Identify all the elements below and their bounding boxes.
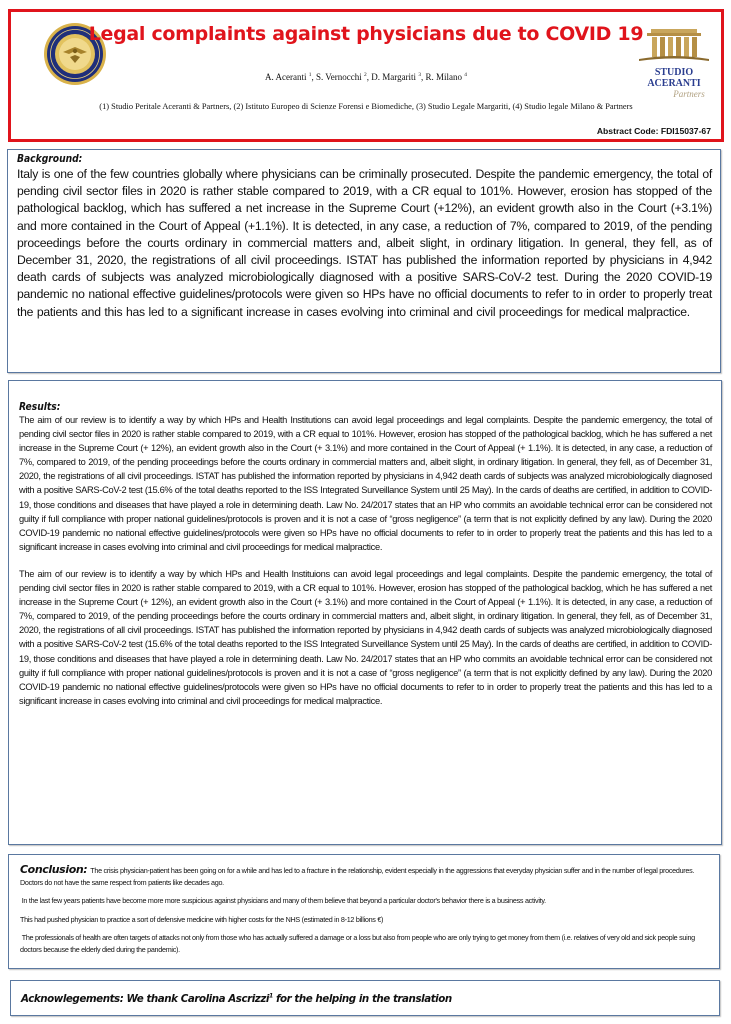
logo-text-partners: Partners — [673, 89, 705, 99]
author-affiliation-number: 3 — [418, 72, 422, 78]
affiliations: (1) Studio Peritale Aceranti & Partners, (2) Istituto Europeo di Scienze Forensi e Biomediche, (3) Studio Legale Margariti, (4) Studio legale Milano & Partners — [99, 102, 633, 111]
background-text: Italy is one of the few countries globally where physicians can be criminally prosecuted. Despite the pandemic emergency, the total of pending civil sector files in 2020 is rather stable compared to 2019, with a CR equal to 101%. However, erosion has stopped of the pathological backlog, which has suffered a net increase in the Supreme Court (+12%), an evident growth also in the Court (+3.1%) and more contained in the Court of Appeal (+1.1%). It is detected, in any case, a reduction of 7%, compared to 2019, of the pending proceedings before the courts ordinary in commercial matters and, albeit slight, in ordinary litigation. In general, they fell, as of December 31, 2020, the registrations of all civil proceedings. ISTAT has published the information reported by physicians in 4,942 death cards of subjects was analyzed microbiologically diagnosed with a positive SARS-CoV-2 test. During the 2020 COVID-19 pandemic no national effective guidelines/protocols were given so HPs have no official documents to refer to in order to properly treat the patients and this has led to a significant increase in cases evolving into criminal and civil proceedings for medical malpractice. — [17, 167, 712, 319]
author-name: D. Margariti — [371, 72, 417, 82]
abstract-code: Abstract Code: FDI15037-67 — [596, 126, 711, 136]
conclusion-paragraph — [20, 864, 710, 889]
results-paragraph: The aim of our review is to identify a way by which HPs and Health Instituions can avoid legal proceedings and legal complaints. Despite the pandemic emergency, the total of pending civil sector files in 2020 is rather stable compared to 2019, with a CR equal to 101%. However, erosion has stopped of the pathological backlog, which he has suffered a net increase in the Supreme Court (+ 12%), an evident growth also in the Court (+ 3.1%) and more contained in the Court of Appeal (+ 1.1%). It is detected, in any case, a reduction of 7%, compared to 2019, of the pending proceedings before the courts ordinary in commercial matters and, albeit slight, in ordinary litigation. In general, they fell, as of December 31, 2020, the registrations of all civil proceedings. ISTAT has published the information reported by physicians in 4,942 death cards of subjects was analyzed microbiologically diagnosed with a positive SARS-CoV-2 test (15.6% of the total deaths reported to the ISS Integrated Surveillance System until 25 May). In the cards of deaths are certified, in addition to COVID-19, those conditions and diseases that have played a role in determining death. Law No. 24/2017 states that an HP who commits an avoidable technical error can be considered not guilty if full compliance with proper national guidelines/protocols is proven and it is not a case of “gross negligence” (a term that is not explicitly defined by any law). During the 2020 COVID-19 pandemic no national effective guidelines/protocols were given so HPs have no official documents to refer to in order to properly treat the patients and this has led to a significant increase in cases evolving into criminal and civil proceedings for medical malpractice. — [19, 568, 712, 706]
author-affiliation-number: 1 — [308, 72, 312, 78]
author-name: R. Milano — [425, 72, 463, 82]
background-heading: Background: — [17, 154, 83, 165]
acknowledgements-text — [21, 993, 452, 1005]
studio-aceranti-logo-icon — [629, 25, 719, 115]
conclusion-heading: Conclusion: — [20, 863, 88, 876]
author-name: S. Vernocchi — [315, 72, 362, 82]
acknowledgements-suffix: for the helping in the translation — [272, 993, 452, 1005]
author-affiliation-number: 4 — [464, 72, 467, 78]
conclusion-section — [8, 854, 720, 969]
conclusion-paragraph-text: The crisis physician-patient has been going on for a while and has led to a fracture in the relationship, evident especially in the aggressions that everyday physician suffer and in the number of legal procedures. Doctors do not have the same respect from patients like decades ago. — [20, 866, 695, 888]
conclusion-paragraph: This had pushed physician to practice a sort of defensive medicine with higher costs for the NHS (estimated in 8-12 billions €) — [20, 914, 384, 924]
acknowledgements-sup: 1 — [268, 992, 273, 1000]
acknowledgements-section — [10, 980, 720, 1016]
results-paragraph: The aim of our review is to identify a way by which HPs and Health Institutions can avoid legal proceedings and legal complaints. Despite the pandemic emergency, the total of pending civil sector files in 2020 is rather stable compared to 2019, with a CR equal to 101%. However, erosion has stopped of the pathological backlog, which he has suffered a net increase in the Supreme Court (+ 12%), an evident growth also in the Court (+ 3.1%) and more contained in the Court of Appeal (+ 1.1%). It is detected, in any case, a reduction of 7%, compared to 2019, of the pending proceedings before the courts ordinary in commercial matters and, albeit slight, in ordinary litigation. In general, they fell, as of December 31, 2020, the registrations of all civil proceedings. ISTAT has published the information reported by physicians in 4,942 death cards of subjects was analyzed microbiologically diagnosed with a positive SARS-CoV-2 test (15.6% of the total deaths reported to the ISS Integrated Surveillance System until 25 May). In the cards of deaths are certified, in addition to COVID-19, those conditions and diseases that have played a role in determining death. Law No. 24/2017 states that an HP who commits an avoidable technical error can be considered not guilty if full compliance with proper national guidelines/protocols is proven and it is not a case of “gross negligence” (a term that is not explicitly defined by any law). During the 2020 COVID-19 pandemic no national effective guidelines/protocols were given so HPs have no official documents to refer to in order to properly treat the patients and this has led to a significant increase in cases evolving into criminal and civil proceedings for medical malpractice. — [19, 415, 712, 552]
logo-text-aceranti: ACERANTI — [647, 78, 701, 89]
conclusion-paragraph: The professionals of health are often targets of attacks not only from those who has actually suffered a damage or a loss but also from people who are only trying to get money from them (i.e. relatives of very old and sick people suing doctors because the elderly died during the pandemic). — [20, 932, 697, 955]
acknowledgements-prefix: Acknowlegements: We thank Carolina Ascrizzi — [21, 993, 269, 1005]
results-heading: Results: — [19, 402, 61, 413]
background-section — [7, 149, 721, 373]
logo-text-studio: STUDIO — [654, 67, 694, 78]
results-section — [8, 380, 722, 845]
conclusion-paragraph: In the last few years patients have become more more suspicious against physicians and many of them believe that beyond a particular doctor's behavior there is a business activity. — [20, 896, 546, 906]
author-affiliation-number: 2 — [364, 72, 367, 78]
author-list: A. Aceranti $^1$, S. Vernocchi $^2$, D. Margariti $^3$, R. Milano $^4$ — [265, 72, 467, 82]
author-name: A. Aceranti — [265, 72, 307, 82]
poster-header — [8, 9, 724, 142]
poster-title: Legal complaints against physicians due to COVID 19 — [88, 23, 644, 45]
